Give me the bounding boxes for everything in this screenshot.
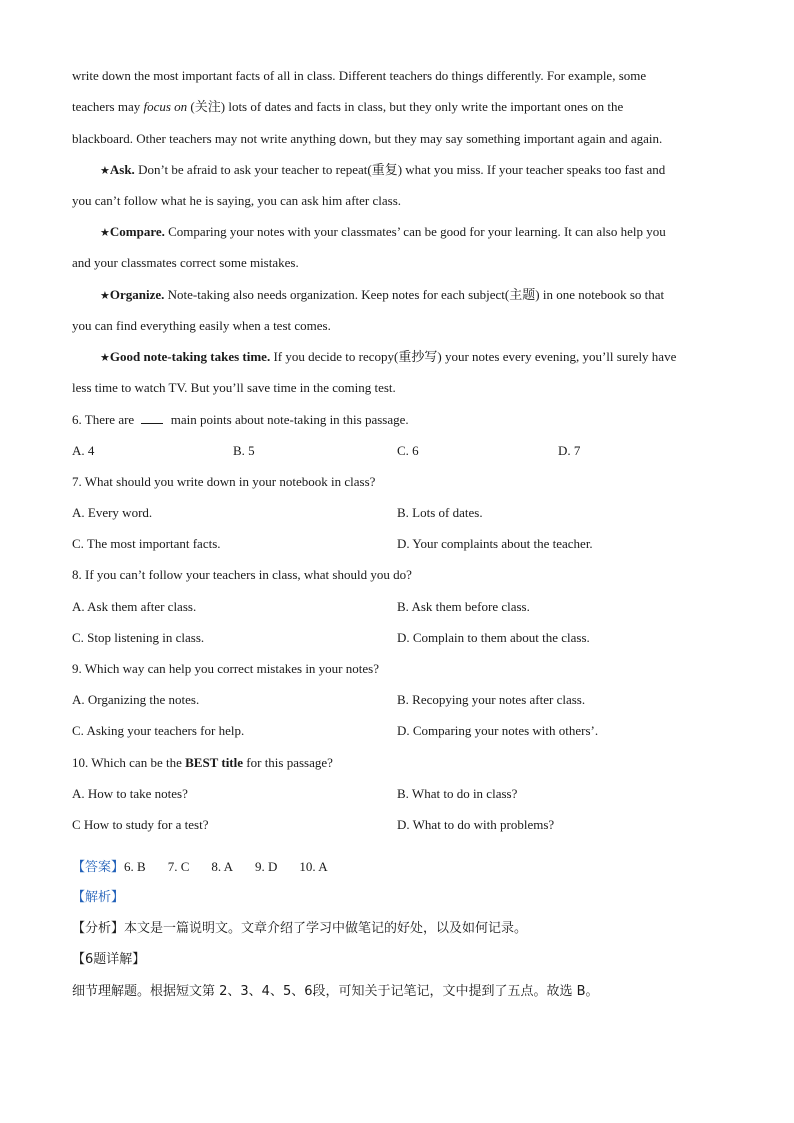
q9-option-b: B. Recopying your notes after class. bbox=[397, 692, 586, 707]
question-7-stem: 7. What should you write down in your notebook in class? bbox=[72, 474, 376, 489]
stem-emphasis: BEST title bbox=[185, 755, 244, 770]
analysis-label bbox=[72, 890, 124, 906]
q10-option-b: B. What to do in class? bbox=[397, 786, 518, 801]
answer-blank bbox=[141, 411, 163, 424]
tip-compare-cont: and your classmates correct some mistakes. bbox=[72, 255, 299, 270]
q7-option-c: C. The most important facts. bbox=[72, 536, 221, 551]
q6-option-a: A. 4 bbox=[72, 443, 95, 458]
q6-option-b: B. 5 bbox=[233, 443, 255, 458]
tip-heading: Organize. bbox=[109, 287, 165, 302]
stem-text: for this passage? bbox=[243, 755, 333, 770]
passage-line-1: write down the most important facts of all in class. Different teachers do things differently. For example, some bbox=[72, 68, 647, 83]
q7-option-b: B. Lots of dates. bbox=[397, 505, 483, 520]
answer-item: 7. C bbox=[167, 859, 190, 874]
q9-option-a: A. Organizing the notes. bbox=[72, 692, 200, 707]
answer-item: 6. B bbox=[124, 859, 146, 874]
q8-option-b: B. Ask them before class. bbox=[397, 599, 530, 614]
tip-good bbox=[100, 349, 676, 366]
q10-option-a: A. How to take notes? bbox=[72, 786, 188, 801]
answer-item: 8. A bbox=[211, 859, 234, 874]
answer-key bbox=[72, 859, 328, 876]
passage-text: teachers may bbox=[72, 99, 144, 114]
tip-ask-cont: you can’t follow what he is saying, you can ask him after class. bbox=[72, 193, 402, 208]
q8-option-a: A. Ask them after class. bbox=[72, 599, 197, 614]
q9-option-c: C. Asking your teachers for help. bbox=[72, 723, 245, 738]
focus-on-term: focus on bbox=[143, 99, 188, 114]
q6-option-d: D. 7 bbox=[558, 443, 581, 458]
tip-ask bbox=[100, 162, 665, 179]
star-icon: ★ bbox=[100, 226, 110, 239]
tip-organize bbox=[100, 287, 664, 304]
star-icon: ★ bbox=[100, 164, 110, 177]
analysis-heading: 【解析】 bbox=[72, 890, 125, 905]
q10-option-c: C How to study for a test? bbox=[72, 817, 209, 832]
answer-label: 【答案】 bbox=[72, 860, 125, 875]
fenxi-text: 本文是一篇说明文。文章介绍了学习中做笔记的好处，以及如何记录。 bbox=[124, 921, 528, 936]
passage-line-3: blackboard. Other teachers may not write anything down, but they may say something important again and again. bbox=[72, 131, 663, 146]
q8-option-d: D. Complain to them about the class. bbox=[397, 630, 590, 645]
tip-compare bbox=[100, 224, 666, 241]
tip-good-cont: less time to watch TV. But you’ll save time in the coming test. bbox=[72, 380, 396, 395]
stem-text: main points about note-taking in this passage. bbox=[167, 412, 409, 427]
q9-option-d: D. Comparing your notes with others’. bbox=[397, 723, 599, 738]
q10-option-d: D. What to do with problems? bbox=[397, 817, 555, 832]
fenxi-line bbox=[72, 921, 527, 937]
star-icon: ★ bbox=[100, 289, 110, 302]
q7-option-a: A. Every word. bbox=[72, 505, 153, 520]
tip-text: Comparing your notes with your classmates’ can be good for your learning. It can also help you bbox=[164, 224, 666, 239]
stem-text: 6. There are bbox=[72, 412, 138, 427]
tip-heading: Compare. bbox=[109, 224, 165, 239]
tip-text: Note-taking also needs organization. Keep notes for each subject(主题) in one notebook so that bbox=[164, 287, 665, 302]
question-6-stem bbox=[72, 411, 409, 428]
question-10-stem bbox=[72, 755, 333, 771]
tip-organize-cont: you can find everything easily when a test comes. bbox=[72, 318, 331, 333]
question-8-stem: 8. If you can’t follow your teachers in class, what should you do? bbox=[72, 567, 412, 582]
star-icon: ★ bbox=[100, 351, 110, 364]
question-9-stem: 9. Which way can help you correct mistakes in your notes? bbox=[72, 661, 379, 676]
tip-heading: Ask. bbox=[109, 162, 135, 177]
q6-detail-label: 【6题详解】 bbox=[72, 952, 146, 967]
q8-option-c: C. Stop listening in class. bbox=[72, 630, 205, 645]
tip-text: Don’t be afraid to ask your teacher to repeat(重复) what you miss. If your teacher speaks too fast and bbox=[134, 162, 666, 177]
q6-option-c: C. 6 bbox=[397, 443, 419, 458]
passage-text: (关注) lots of dates and facts in class, but they only write the important ones on the bbox=[187, 99, 624, 114]
answer-item: 10. A bbox=[299, 859, 328, 874]
passage-line-2 bbox=[72, 99, 623, 115]
q7-option-d: D. Your complaints about the teacher. bbox=[397, 536, 593, 551]
tip-text: If you decide to recopy(重抄写) your notes every evening, you’ll surely have bbox=[270, 349, 677, 364]
q6-detail-text: 细节理解题。根据短文第 2、3、4、5、6段，可知关于记笔记，文中提到了五点。故选 B。 bbox=[72, 984, 599, 999]
stem-text: 10. Which can be the bbox=[72, 755, 186, 770]
fenxi-label: 【分析】 bbox=[72, 921, 125, 936]
answer-item: 9. D bbox=[255, 859, 278, 874]
tip-heading: Good note-taking takes time. bbox=[109, 349, 271, 364]
